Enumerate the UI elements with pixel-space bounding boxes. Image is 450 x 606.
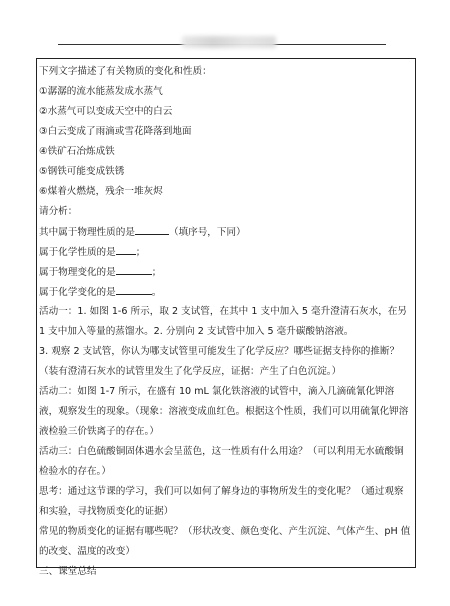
section-heading: 三、课堂总结 (39, 566, 97, 577)
question-suffix: ； (135, 247, 146, 258)
list-item: ⑤钢铁可能变成铁锈 (39, 166, 125, 177)
answer-blank[interactable] (116, 242, 136, 255)
question-suffix: ； (151, 267, 162, 278)
question-chemical-change (39, 282, 412, 302)
answer-blank[interactable] (135, 222, 169, 235)
question-chemical-property (39, 242, 412, 262)
question-suffix: （填序号，下同） (168, 227, 246, 238)
intro-text: 下列文字描述了有关物质的变化和性质： (39, 66, 212, 77)
document-body (39, 62, 412, 582)
list-item: ④铁矿石冶炼成铁 (39, 146, 115, 157)
question-prefix: 属于物理变化的是 (39, 267, 116, 278)
blurred-header-text (182, 36, 276, 48)
question-prefix: 属于化学变化的是 (39, 287, 116, 298)
activity-two: 活动二：如图 1-7 所示，在盛有 10 mL 氯化铁溶液的试管中，滴入几滴硫氰化钾溶液，观察发生的现象。（现象：溶液变成血红色。根据这个性质，我们可以用硫氰化钾溶液检验三价铁离子的存在。） (39, 386, 409, 437)
question-prefix: 其中属于物理性质的是 (39, 227, 135, 238)
list-item: ⑥煤着火燃烧，残余一堆灰烬 (39, 186, 163, 197)
analysis-title: 请分析： (39, 206, 78, 217)
activity-three: 活动三：白色硫酸铜固体遇水会呈蓝色，这一性质有什么用途？（可以利用无水硫酸铜检验水的存在。） (39, 446, 404, 477)
question-prefix: 属于化学性质的是 (39, 247, 116, 258)
list-item: ③白云变成了雨滴或雪花降落到地面 (39, 126, 192, 137)
question-physical-property (39, 222, 412, 242)
question-suffix: 。 (151, 287, 162, 298)
answer-blank[interactable] (116, 262, 152, 275)
activity-one: 活动一：1. 如图 1-6 所示，取 2 支试管，在其中 1 支中加入 5 毫升澄清石灰水，在另 1 支中加入等量的蒸馏水。2. 分别向 2 支试管中加入 5 毫升碳酸钠溶液。 (39, 306, 407, 337)
evidence-question: 常见的物质变化的证据有哪些呢？（形状改变、颜色变化、产生沉淀、气体产生、pH 值的改变、温度的改变） (39, 526, 411, 557)
think-question: 思考：通过这节课的学习，我们可以如何了解身边的事物所发生的变化呢？（通过观察和实验，寻找物质变化的证据） (39, 486, 404, 517)
list-item: ①潺潺的流水能蒸发成水蒸气 (39, 86, 163, 97)
list-item: ②水蒸气可以变成天空中的白云 (39, 106, 173, 117)
answer-blank[interactable] (116, 282, 152, 295)
activity-one-observe: 3. 观察 2 支试管，你认为哪支试管里可能发生了化学反应？哪些证据支持你的推断？（装有澄清石灰水的试管里发生了化学反应，证据：产生了白色沉淀。） (39, 346, 400, 377)
question-physical-change (39, 262, 412, 282)
